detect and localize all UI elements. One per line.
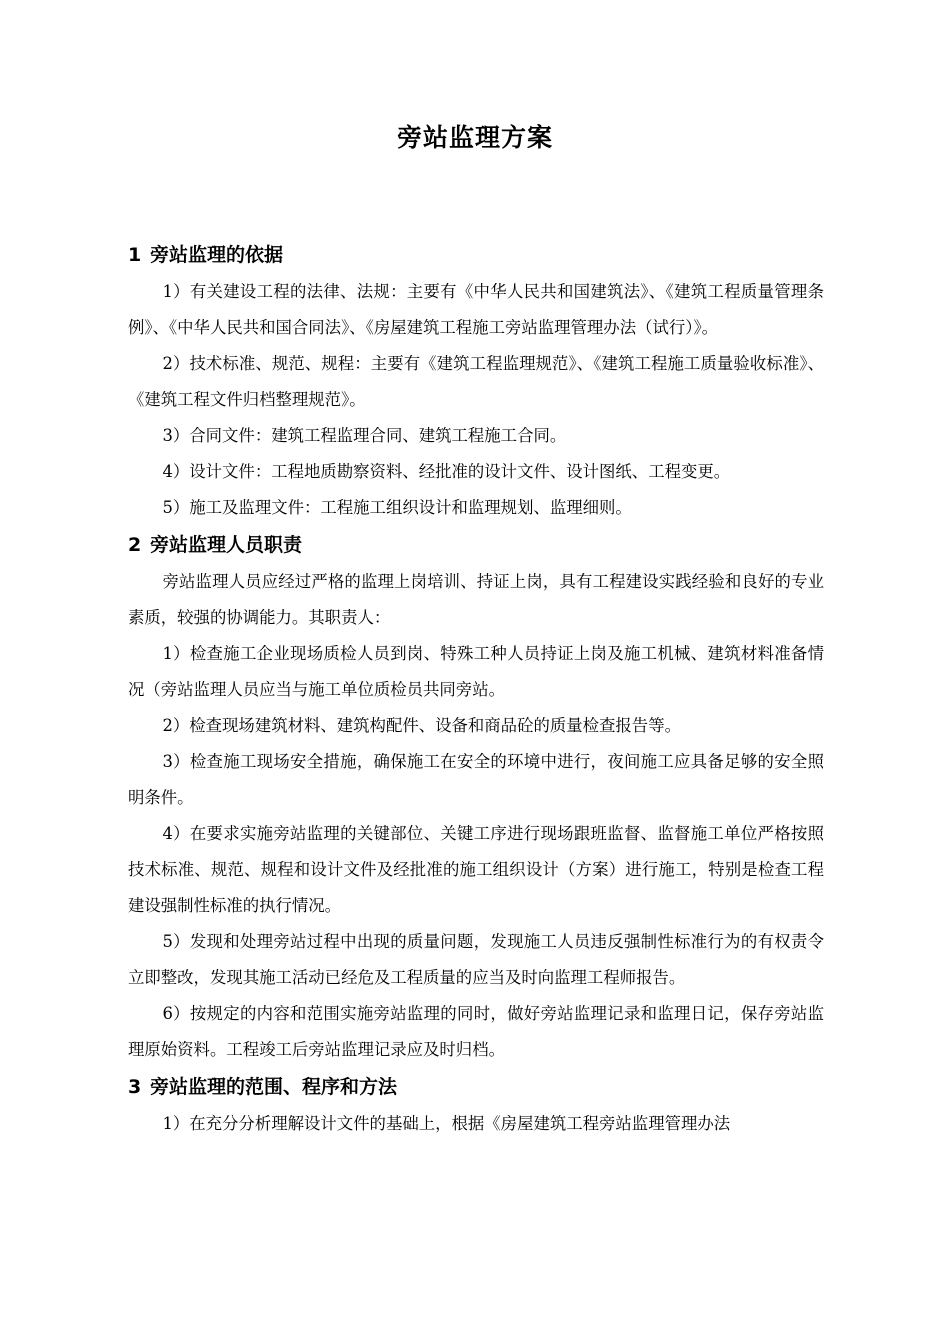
paragraph: 1）检查施工企业现场质检人员到岗、特殊工种人员持证上岗及施工机械、建筑材料准备情况（旁站监理人员应当与施工单位质检员共同旁站。 [128, 644, 824, 699]
paragraph: 6）按规定的内容和范围实施旁站监理的同时，做好旁站监理记录和监理日记，保存旁站监理原始资料。工程竣工后旁站监理记录应及时归档。 [128, 1004, 824, 1059]
section-2-heading [128, 526, 824, 564]
section-number: 2 [128, 534, 142, 556]
paragraph: 4）在要求实施旁站监理的关键部位、关键工序进行现场跟班监督、监督施工单位严格按照技术标准、规范、规程和设计文件及经批准的施工组织设计（方案）进行施工，特别是检查工程建设强制性标准的执行情况。 [128, 824, 824, 915]
section-1-heading [128, 236, 824, 274]
paragraph: 旁站监理人员应经过严格的监理上岗培训、持证上岗，具有工程建设实践经验和良好的专业素质，较强的协调能力。其职责人： [128, 572, 824, 627]
document-body [128, 236, 824, 1142]
section-number: 1 [128, 244, 142, 266]
section-title: 旁站监理的范围、程序和方法 [150, 1076, 398, 1098]
section-number: 3 [128, 1076, 142, 1098]
document-title: 旁站监理方案 [396, 123, 553, 152]
section-3-heading [128, 1068, 824, 1106]
paragraph: 5）施工及监理文件：工程施工组织设计和监理规划、监理细则。 [162, 498, 632, 517]
paragraph: 1）在充分分析理解设计文件的基础上，根据《房屋建筑工程旁站监理管理办法 [162, 1114, 731, 1133]
paragraph: 2）检查现场建筑材料、建筑构配件、设备和商品砼的质量检查报告等。 [162, 716, 681, 735]
paragraph: 2）技术标准、规范、规程：主要有《建筑工程监理规范》、《建筑工程施工质量验收标准》、《建筑工程文件归档整理规范》。 [128, 354, 824, 409]
section-title: 旁站监理人员职责 [150, 534, 303, 556]
paragraph: 5）发现和处理旁站过程中出现的质量问题，发现施工人员违反强制性标准行为的有权责令立即整改，发现其施工活动已经危及工程质量的应当及时向监理工程师报告。 [128, 932, 824, 987]
section-title: 旁站监理的依据 [150, 244, 284, 266]
paragraph: 3）检查施工现场安全措施，确保施工在安全的环境中进行，夜间施工应具备足够的安全照明条件。 [128, 752, 824, 807]
paragraph: 4）设计文件：工程地质勘察资料、经批准的设计文件、设计图纸、工程变更。 [162, 462, 731, 481]
paragraph: 1）有关建设工程的法律、法规：主要有《中华人民共和国建筑法》、《建筑工程质量管理条例》、《中华人民共和国合同法》、《房屋建筑工程施工旁站监理管理办法（试行）》。 [128, 282, 824, 337]
paragraph: 3）合同文件：建筑工程监理合同、建筑工程施工合同。 [162, 426, 567, 445]
